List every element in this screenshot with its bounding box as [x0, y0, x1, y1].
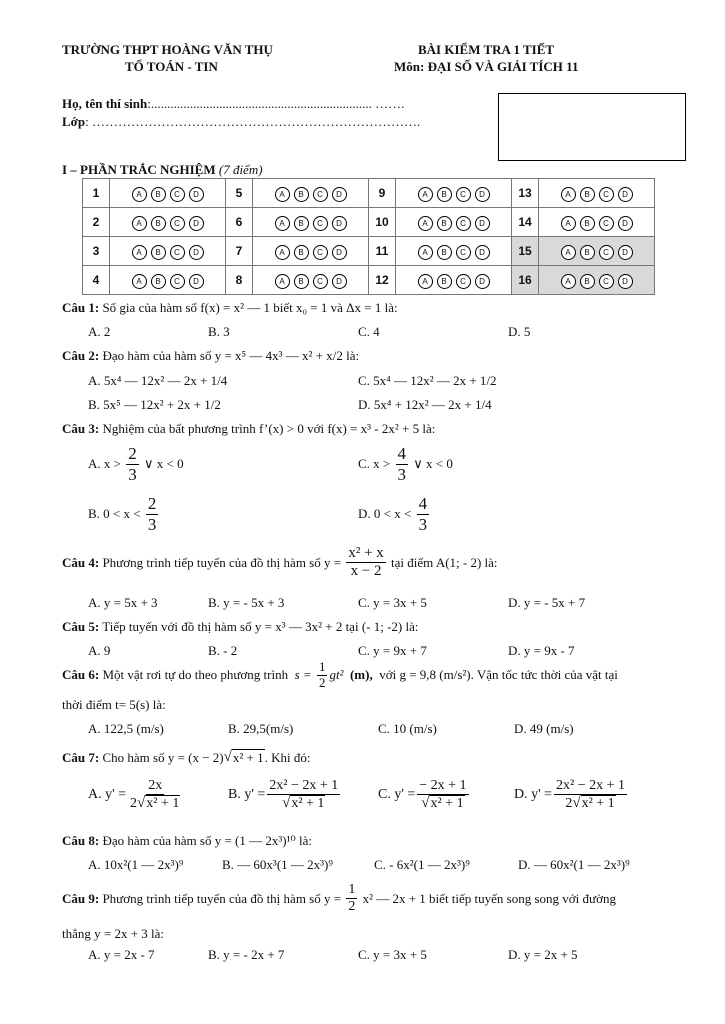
sqrt-icon: √: [572, 795, 581, 812]
bubble-8-a[interactable]: A: [275, 274, 290, 289]
bubble-1-c[interactable]: C: [170, 187, 185, 202]
question-6-text: Một vật rơi tự do theo phương trình: [102, 667, 289, 683]
answer-bubbles-13: [539, 179, 655, 208]
question-4-text: Phương trình tiếp tuyến của đồ thị hàm số y =: [102, 554, 342, 570]
q7-d-numerator: 2x² − 2x + 1: [554, 778, 627, 795]
q3-a-fraction: [126, 444, 139, 484]
q5-option-b[interactable]: B. - 2: [208, 643, 238, 658]
q6-option-b[interactable]: B. 29,5(m/s): [228, 721, 294, 736]
bubble-8-d[interactable]: D: [332, 274, 347, 289]
bubble-16-a[interactable]: A: [561, 274, 576, 289]
answer-sheet-question-9: 9: [369, 179, 396, 208]
question-6-line2: thời điểm t= 5(s) là:: [62, 697, 166, 712]
q9-option-b[interactable]: B. y = - 2x + 7: [208, 947, 285, 962]
bubble-15-d[interactable]: D: [618, 245, 633, 260]
bubble-2-b[interactable]: B: [151, 216, 166, 231]
q9-option-c[interactable]: C. y = 3x + 5: [358, 947, 427, 962]
q3-b-fraction: [146, 494, 159, 534]
bubble-3-a[interactable]: A: [132, 245, 147, 260]
bubble-14-b[interactable]: B: [580, 216, 595, 231]
bubble-5-a[interactable]: A: [275, 187, 290, 202]
answer-sheet-row: [83, 266, 655, 295]
q3-b-numerator: 2: [147, 494, 157, 513]
sqrt-icon: √: [137, 795, 146, 812]
answer-sheet-question-7: 7: [226, 237, 253, 266]
q3-a-suffix: ∨ x < 0: [143, 456, 184, 472]
bubble-10-d[interactable]: D: [475, 216, 490, 231]
q4-fraction: [346, 545, 385, 581]
section-points: (7 điểm): [218, 162, 263, 177]
q3-c-denominator: 3: [397, 464, 407, 484]
answer-sheet-question-8: 8: [226, 266, 253, 295]
bubble-13-c[interactable]: C: [599, 187, 614, 202]
question-7-label: Câu 7:: [62, 749, 100, 765]
q8-option-b[interactable]: B. — 60x³(1 — 2x³)⁹: [222, 857, 333, 872]
q4-option-a[interactable]: A. y = 5x + 3: [88, 595, 158, 610]
q3-a-numerator: 2: [128, 444, 137, 463]
bubble-14-a[interactable]: A: [561, 216, 576, 231]
q4-option-d[interactable]: D. y = - 5x + 7: [508, 595, 586, 610]
bubble-13-a[interactable]: A: [561, 187, 576, 202]
bubble-1-a[interactable]: A: [132, 187, 147, 202]
question-7-text: Cho hàm số y = (x − 2): [102, 749, 224, 765]
q1-option-a[interactable]: A. 2: [88, 324, 111, 339]
q3-c-suffix: ∨ x < 0: [413, 456, 453, 472]
q7-d-fraction: [554, 778, 627, 812]
bubble-16-d[interactable]: D: [618, 274, 633, 289]
answer-bubbles-4: [110, 266, 226, 295]
q7-d-denominator: [563, 795, 617, 812]
q3-option-d[interactable]: [358, 494, 431, 534]
student-name-dots: :.................................................................... …….: [147, 96, 405, 111]
q2-option-d[interactable]: D. 5x⁴ + 12x² — 2x + 1/4: [358, 397, 492, 412]
question-4-label: Câu 4:: [62, 554, 100, 570]
class-dots: : ………………………………………………………………….: [85, 114, 421, 129]
answer-sheet: [82, 178, 655, 295]
bubble-11-a[interactable]: A: [418, 245, 433, 260]
question-2-label: Câu 2:: [62, 348, 100, 363]
q4-numerator: x² + x: [346, 545, 385, 563]
answer-sheet-question-1: 1: [83, 179, 110, 208]
student-name-line: [62, 96, 404, 112]
q1-option-d[interactable]: D. 5: [508, 324, 531, 339]
q5-option-a[interactable]: A. 9: [88, 643, 111, 658]
bubble-9-d[interactable]: D: [475, 187, 490, 202]
class-line: [62, 114, 420, 130]
question-2: [62, 348, 359, 364]
q3-c-numerator: 4: [397, 444, 407, 463]
answer-bubbles-3: [110, 237, 226, 266]
answer-sheet-question-10: 10: [369, 208, 396, 237]
q7-b-den-sqrt: x² + 1: [291, 796, 325, 812]
q7-option-d[interactable]: [514, 778, 629, 812]
department-name: TỔ TOÁN - TIN: [125, 59, 218, 74]
exam-subject: Môn: ĐẠI SỐ VÀ GIẢI TÍCH 11: [394, 59, 579, 74]
answer-bubbles-6: [253, 208, 369, 237]
bubble-1-d[interactable]: D: [189, 187, 204, 202]
q7-a-den-sqrt: x² + 1: [146, 796, 180, 812]
q7-b-prefix: B. y' =: [228, 787, 266, 803]
bubble-16-c[interactable]: C: [599, 274, 614, 289]
bubble-10-a[interactable]: A: [418, 216, 433, 231]
bubble-6-a[interactable]: A: [275, 216, 290, 231]
q7-d-den-coef: 2: [565, 796, 573, 812]
bubble-14-d[interactable]: D: [618, 216, 633, 231]
bubble-6-d[interactable]: D: [332, 216, 347, 231]
sqrt-icon: √: [223, 749, 232, 765]
section-title: [62, 162, 263, 178]
question-1: [62, 300, 398, 316]
question-9-text: Phương trình tiếp tuyến của đồ thị hàm số y =: [102, 890, 342, 906]
bubble-12-b[interactable]: B: [437, 274, 452, 289]
q1-option-b[interactable]: B. 3: [208, 324, 230, 339]
question-6-text-end: với g = 9,8 (m/s²). Vận tốc tức thời của vật tại: [379, 667, 618, 683]
bubble-7-c[interactable]: C: [313, 245, 328, 260]
bubble-5-b[interactable]: B: [294, 187, 309, 202]
q8-option-a[interactable]: A. 10x²(1 — 2x³)⁹: [88, 857, 184, 872]
answer-bubbles-11: [396, 237, 512, 266]
bubble-14-c[interactable]: C: [599, 216, 614, 231]
q7-option-a[interactable]: [88, 778, 184, 812]
q7-d-prefix: D. y' =: [514, 787, 553, 803]
answer-bubbles-8: [253, 266, 369, 295]
bubble-2-c[interactable]: C: [170, 216, 185, 231]
answer-bubbles-2: [110, 208, 226, 237]
bubble-11-c[interactable]: C: [456, 245, 471, 260]
exam-title: BÀI KIỂM TRA 1 TIẾT: [418, 42, 555, 57]
answer-sheet-question-14: 14: [512, 208, 539, 237]
q6-numerator: 1: [318, 659, 326, 674]
bubble-15-c[interactable]: C: [599, 245, 614, 260]
bubble-13-b[interactable]: B: [580, 187, 595, 202]
q7-c-numerator: − 2x + 1: [417, 778, 468, 795]
q7-a-fraction: [128, 778, 182, 812]
q6-option-a[interactable]: A. 122,5 (m/s): [88, 721, 164, 736]
bubble-11-d[interactable]: D: [475, 245, 490, 260]
answer-bubbles-10: [396, 208, 512, 237]
q9-fraction: [346, 882, 357, 915]
q7-b-denominator: [280, 795, 327, 812]
score-box: [498, 93, 686, 161]
bubble-9-c[interactable]: C: [456, 187, 471, 202]
question-6: [62, 660, 618, 691]
q3-c-prefix: C. x >: [358, 456, 391, 472]
bubble-12-a[interactable]: A: [418, 274, 433, 289]
q2-option-c[interactable]: C. 5x⁴ — 12x² — 2x + 1/2: [358, 373, 497, 388]
answer-sheet-question-13: 13: [512, 179, 539, 208]
bubble-3-c[interactable]: C: [170, 245, 185, 260]
answer-sheet-question-6: 6: [226, 208, 253, 237]
bubble-2-a[interactable]: A: [132, 216, 147, 231]
q2-option-a[interactable]: A. 5x⁴ — 12x² — 2x + 1/4: [88, 373, 228, 388]
bubble-15-b[interactable]: B: [580, 245, 595, 260]
q6-unit: (m),: [349, 667, 373, 683]
bubble-1-b[interactable]: B: [151, 187, 166, 202]
bubble-4-c[interactable]: C: [170, 274, 185, 289]
student-name-label: Họ, tên thí sinh: [62, 96, 148, 111]
answer-bubbles-5: [253, 179, 369, 208]
bubble-11-b[interactable]: B: [437, 245, 452, 260]
bubble-16-b[interactable]: B: [580, 274, 595, 289]
q9-option-a[interactable]: A. y = 2x - 7: [88, 947, 155, 962]
bubble-7-b[interactable]: B: [294, 245, 309, 260]
question-8-text: Đạo hàm của hàm số y = (1 — 2x³)¹⁰ là:: [102, 833, 312, 848]
question-1-label: Câu 1:: [62, 300, 100, 315]
question-4: [62, 545, 498, 581]
bubble-8-b[interactable]: B: [294, 274, 309, 289]
q3-d-denominator: 3: [418, 514, 428, 534]
question-5-label: Câu 5:: [62, 619, 100, 634]
q5-option-c[interactable]: C. y = 9x + 7: [358, 643, 427, 658]
bubble-8-c[interactable]: C: [313, 274, 328, 289]
bubble-9-a[interactable]: A: [418, 187, 433, 202]
question-8-label: Câu 8:: [62, 833, 100, 848]
answer-sheet-row: [83, 237, 655, 266]
bubble-6-c[interactable]: C: [313, 216, 328, 231]
answer-bubbles-1: [110, 179, 226, 208]
q7-c-prefix: C. y' =: [378, 787, 416, 803]
question-9-text-end: x² — 2x + 1 biết tiếp tuyến song song với đường: [362, 890, 616, 906]
q8-option-d[interactable]: D. — 60x²(1 — 2x³)⁹: [518, 857, 630, 872]
answer-bubbles-16: [539, 266, 655, 295]
q9-numerator: 1: [346, 882, 357, 899]
answer-sheet-row: [83, 179, 655, 208]
bubble-3-b[interactable]: B: [151, 245, 166, 260]
q6-option-d[interactable]: D. 49 (m/s): [514, 721, 574, 736]
q7-b-numerator: 2x² − 2x + 1: [267, 778, 340, 795]
answer-sheet-question-5: 5: [226, 179, 253, 208]
q7-a-numerator: 2x: [146, 778, 164, 795]
q7-sqrt-body: x² + 1: [232, 750, 264, 765]
question-8: [62, 833, 312, 849]
q3-option-b[interactable]: [88, 494, 160, 534]
bubble-13-d[interactable]: D: [618, 187, 633, 202]
q4-option-c[interactable]: C. y = 3x + 5: [358, 595, 427, 610]
bubble-9-b[interactable]: B: [437, 187, 452, 202]
q9-denominator: 2: [348, 899, 356, 915]
question-2-text: Đạo hàm của hàm số y = x⁵ — 4x³ — x² + x/2 là:: [102, 348, 360, 363]
q7-a-den-coef: 2: [130, 796, 138, 812]
answer-bubbles-12: [396, 266, 512, 295]
bubble-7-a[interactable]: A: [275, 245, 290, 260]
q6-fraction: [317, 660, 328, 691]
section-title-text: I – PHẦN TRẮC NGHIỆM: [62, 162, 216, 177]
bubble-10-c[interactable]: C: [456, 216, 471, 231]
q3-b-denominator: 3: [147, 514, 157, 534]
q8-option-c[interactable]: C. - 6x²(1 — 2x³)⁹: [374, 857, 470, 872]
q7-option-b[interactable]: [228, 778, 342, 812]
q6-option-c[interactable]: C. 10 (m/s): [378, 721, 437, 736]
answer-sheet-question-2: 2: [83, 208, 110, 237]
question-9: [62, 882, 616, 915]
question-6-label: Câu 6:: [62, 667, 100, 683]
class-label: Lớp: [62, 114, 86, 129]
answer-bubbles-14: [539, 208, 655, 237]
question-7-text-end: . Khi đó:: [264, 749, 311, 765]
q3-option-c[interactable]: [358, 444, 453, 484]
question-7: [62, 749, 310, 766]
answer-bubbles-15: [539, 237, 655, 266]
question-9-line2: thẳng y = 2x + 3 là:: [62, 926, 165, 941]
bubble-12-c[interactable]: C: [456, 274, 471, 289]
bubble-10-b[interactable]: B: [437, 216, 452, 231]
q2-option-b[interactable]: B. 5x⁵ — 12x² + 2x + 1/2: [88, 397, 221, 412]
q7-c-den-sqrt: x² + 1: [430, 796, 464, 812]
bubble-2-d[interactable]: D: [189, 216, 204, 231]
answer-sheet-question-16: 16: [512, 266, 539, 295]
bubble-6-b[interactable]: B: [294, 216, 309, 231]
answer-sheet-question-4: 4: [83, 266, 110, 295]
answer-bubbles-9: [396, 179, 512, 208]
q3-a-prefix: A. x >: [88, 456, 121, 472]
q3-option-a[interactable]: [88, 444, 184, 484]
q7-option-c[interactable]: [378, 778, 471, 812]
q7-a-prefix: A. y' =: [88, 787, 127, 803]
q3-b-prefix: B. 0 < x <: [88, 506, 141, 522]
answer-sheet-question-3: 3: [83, 237, 110, 266]
question-3: [62, 421, 435, 437]
q3-c-fraction: [396, 444, 409, 484]
bubble-7-d[interactable]: D: [332, 245, 347, 260]
answer-sheet-question-15: 15: [512, 237, 539, 266]
answer-sheet-row: [83, 208, 655, 237]
q6-denominator: 2: [318, 674, 326, 690]
question-5: [62, 619, 419, 635]
bubble-5-c[interactable]: C: [313, 187, 328, 202]
question-1-text: Số gia của hàm số f(x) = x² — 1 biết x₀ = 1 và Δx = 1 là:: [102, 300, 398, 315]
answer-sheet-question-12: 12: [369, 266, 396, 295]
bubble-4-d[interactable]: D: [189, 274, 204, 289]
q7-a-denominator: [128, 795, 182, 812]
sqrt-icon: √: [421, 795, 430, 812]
bubble-12-d[interactable]: D: [475, 274, 490, 289]
question-5-text: Tiếp tuyến với đồ thị hàm số y = x³ — 3x² + 2 tại (- 1; -2) là:: [102, 619, 419, 634]
bubble-15-a[interactable]: A: [561, 245, 576, 260]
question-3-label: Câu 3:: [62, 421, 100, 436]
q3-a-denominator: 3: [128, 464, 137, 484]
q4-option-b[interactable]: B. y = - 5x + 3: [208, 595, 285, 610]
q9-option-d[interactable]: D. y = 2x + 5: [508, 947, 578, 962]
q3-d-fraction: [417, 494, 430, 534]
answer-bubbles-7: [253, 237, 369, 266]
q7-b-fraction: [267, 778, 340, 812]
q3-d-numerator: 4: [418, 494, 428, 513]
bubble-4-b[interactable]: B: [151, 274, 166, 289]
q7-c-fraction: [417, 778, 468, 812]
q6-formula-suffix: gt²: [329, 667, 344, 683]
question-3-text: Nghiệm của bất phương trình f’(x) > 0 với f(x) = x³ - 2x² + 5 là:: [102, 421, 436, 436]
q5-option-d[interactable]: D. y = 9x - 7: [508, 643, 575, 658]
bubble-5-d[interactable]: D: [332, 187, 347, 202]
school-name: TRƯỜNG THPT HOÀNG VĂN THỤ: [62, 42, 273, 57]
answer-sheet-question-11: 11: [369, 237, 396, 266]
q7-c-denominator: [419, 795, 466, 812]
sqrt-icon: √: [282, 795, 291, 812]
q1-option-c[interactable]: C. 4: [358, 324, 380, 339]
q7-d-den-sqrt: x² + 1: [581, 796, 615, 812]
question-4-text-end: tại điểm A(1; - 2) là:: [391, 554, 498, 570]
q4-denominator: x − 2: [350, 563, 382, 580]
question-9-label: Câu 9:: [62, 890, 100, 906]
bubble-3-d[interactable]: D: [189, 245, 204, 260]
q3-d-prefix: D. 0 < x <: [358, 506, 412, 522]
q6-formula-prefix: s =: [294, 667, 312, 683]
bubble-4-a[interactable]: A: [132, 274, 147, 289]
